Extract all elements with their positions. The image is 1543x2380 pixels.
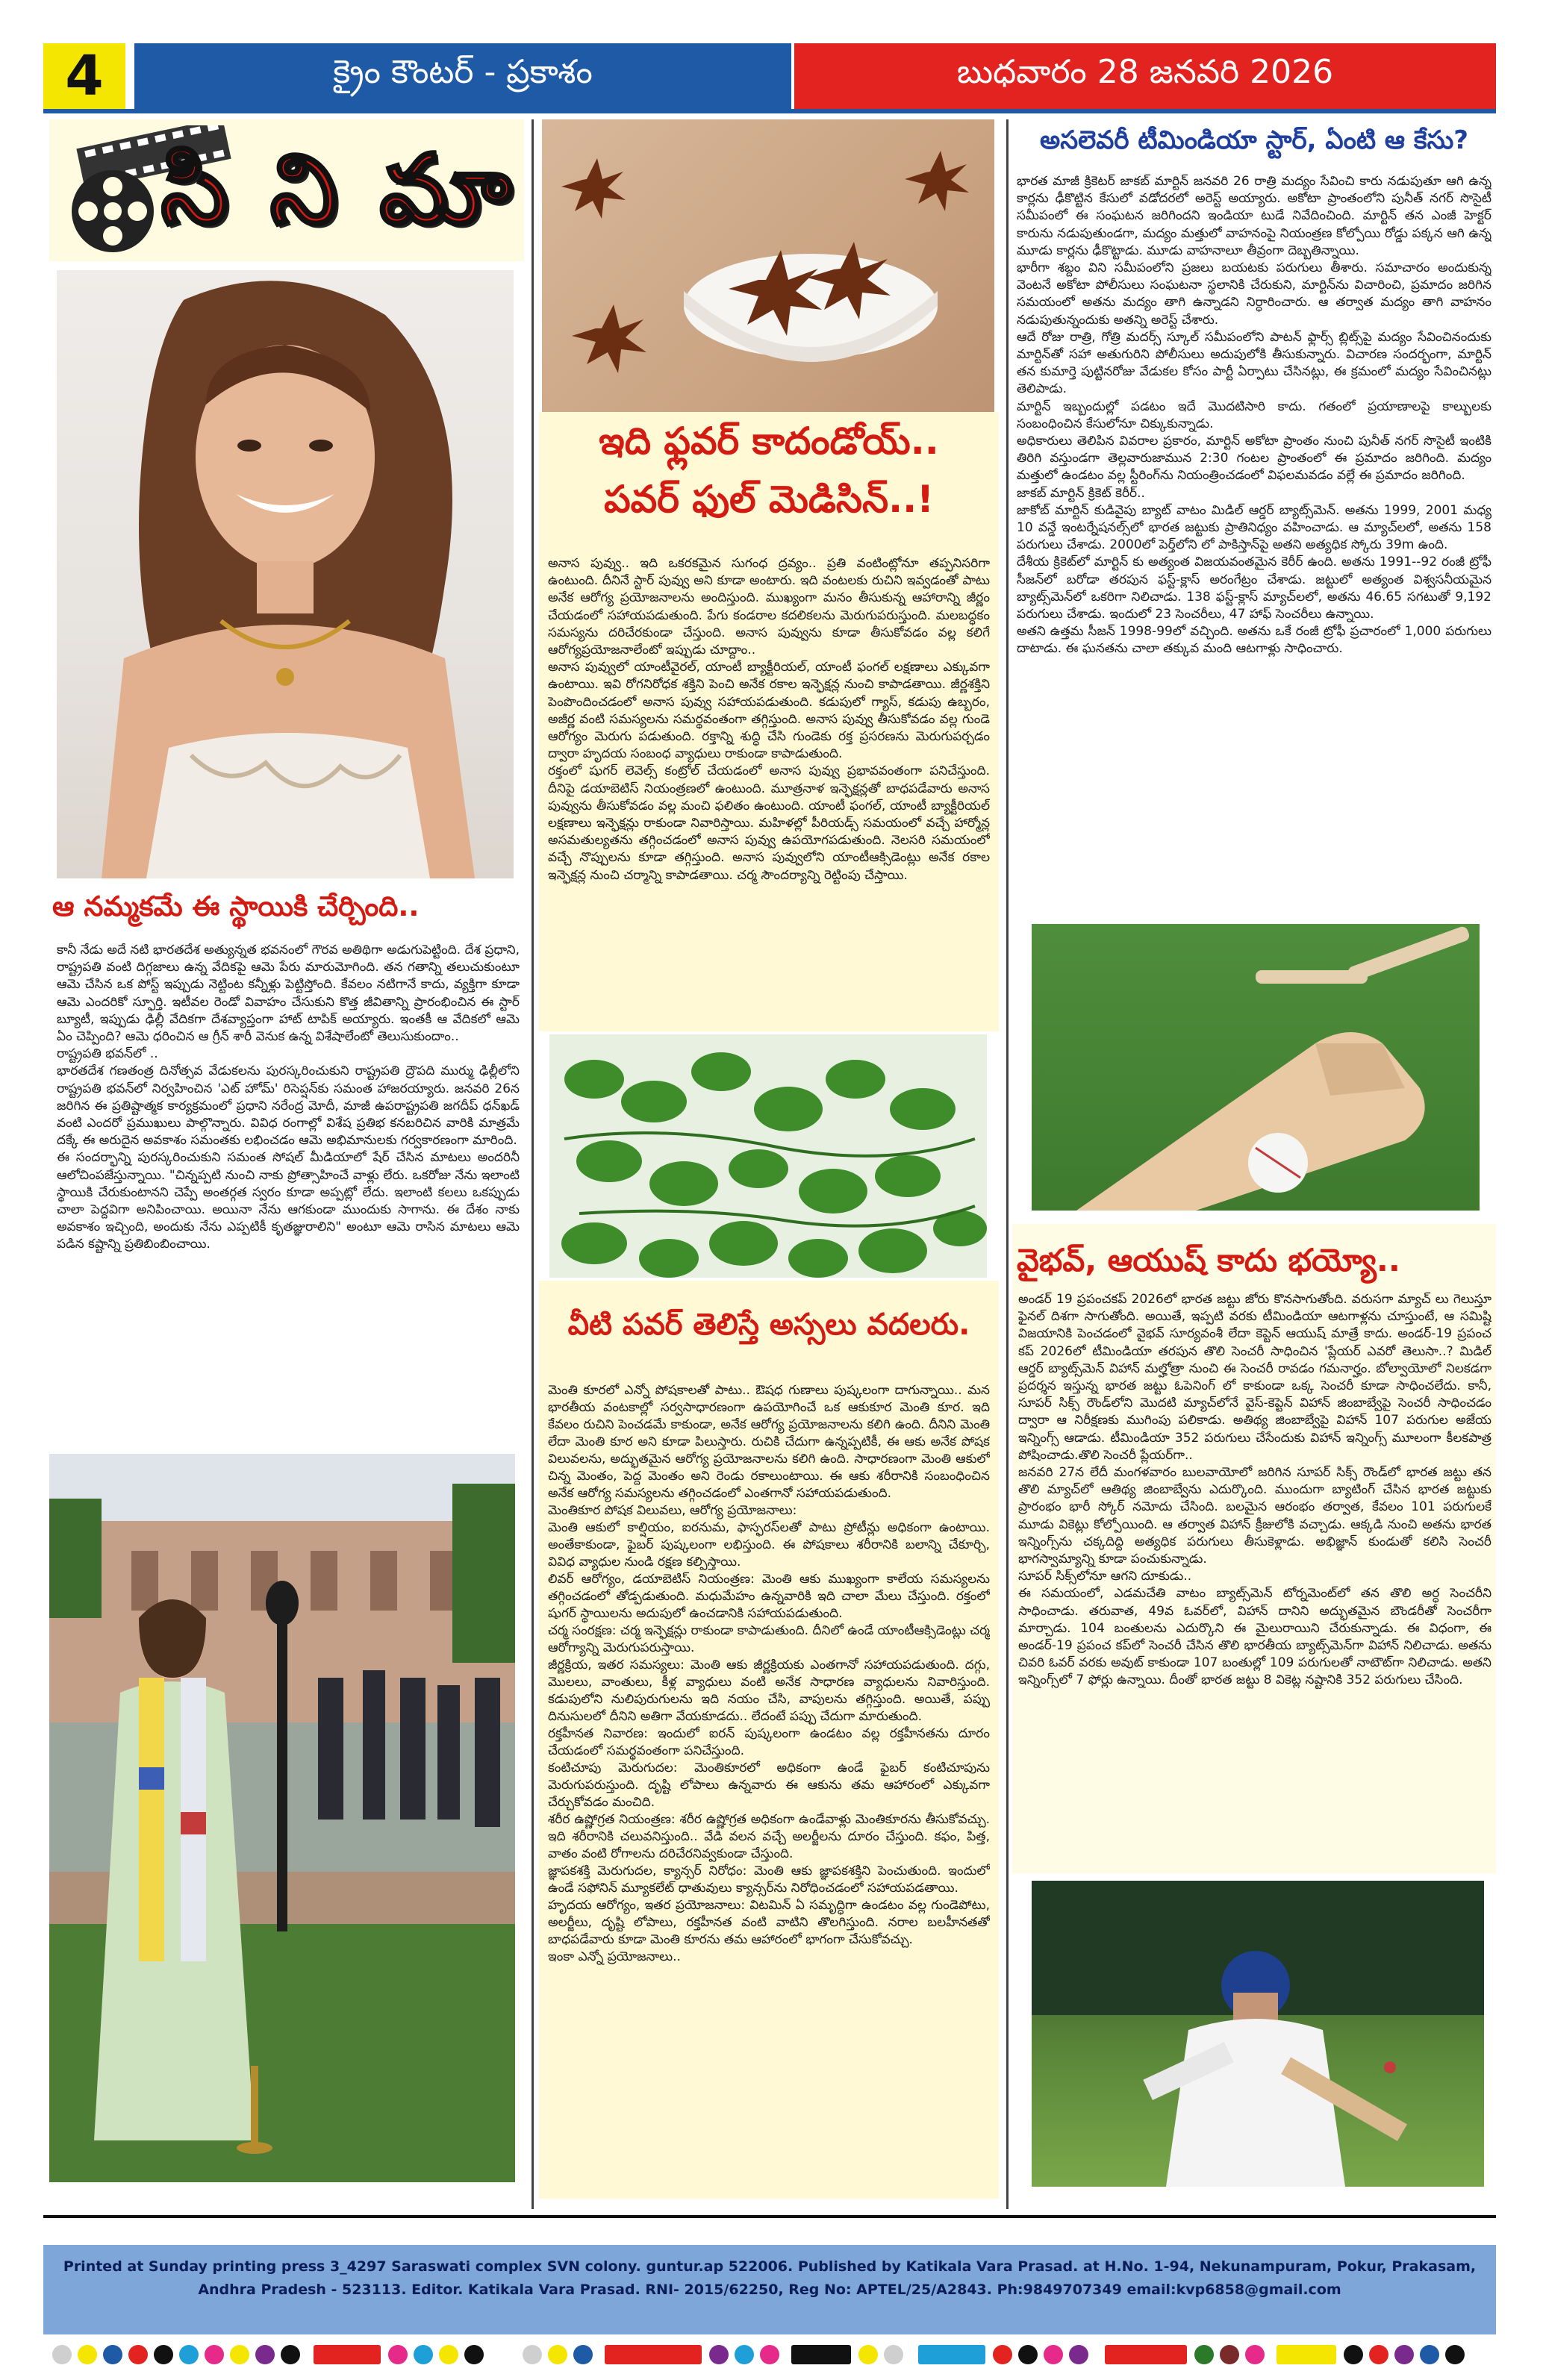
health-headline-line1: ఇది ఫ్లవర్ కాదండోయ్.. <box>599 419 939 463</box>
jacob-martin-article-body: భారత మాజీ క్రికెటర్ జాకబ్ మార్టిన్ జనవరి 26 రాత్రి మద్యం సేవించి కారు నడుపుతూ ఆగి ఉన్న కార్లను ఢీకొట్టిన కేసులో వడోదరలో అరెస్ట్ అయ్యారు. అకోటా ప్రాంతంలోని పునీత్ నగర్ సొసైటీ సమీపంలో ఈ సంఘటన జరిగిందని ఇండియా టుడే నివేదించింది. మార్టిన్ తన ఎంజీ హెక్టర్ కారును నడుపుతుండగా, మద్యం మత్తులో వాహనంపై నియంత్రణ కోల్పోయి రోడ్డు పక్కన ఆగి ఉన్న మూడు కార్లను ఢీకొట్టాడు. మూడు వాహనాలూ తీవ్రంగా దెబ్బతిన్నాయి. భారీగా శబ్దం విని సమీపంలోని ప్రజలు బయటకు పరుగులు తీశారు. సమాచారం అందుకున్న వెంటనే అకోటా పోలీసులు సంఘటనా స్థలానికి చేరుకుని, మార్టిన్‌ను విచారించి, ప్రమాదం జరిగిన సమయంలో అతను మద్యం తాగి ఉన్నాడని నిర్ధారించారు. ఆ తర్వాత మద్యం తాగి వాహనం నడుపుతున్నందుకు అతన్ని అరెస్ట్ చేశారు. ఆదే రోజు రాత్రి, గోత్రి మదర్స్ స్కూల్ సమీపంలోని పాటన్ ఫ్లార్స్ బ్లిట్స్‌పై మద్యం సేవించినందుకు మార్టిన్‌తో సహా అతుగురిని పోలీసులు అదుపులోకి తీసుకున్నారు. విచారణ సందర్భంగా, మార్టిన్ తన కుమార్తె పుట్టినరోజు వేడుకల కోసం పార్టీ ఏర్పాటు చేసినట్లు, ఈ క్రమంలో మద్యం సేవించినట్లు తెలిపాడు. మార్టిన్ ఇబ్బందుల్లో పడటం ఇదే మొదటిసారి కాదు. గతంలో ప్రయాణాలపై కాల్బులకు సంబంధించిన కేసులోనూ చిక్కుకున్నాడు. అధికారులు తెలిపిన వివరాల ప్రకారం, మార్టిన్ అకోటా ప్రాంతం నుంచి పునీత్ నగర్ సొసైటీ ఇంటికి తిరిగి వస్తుండగా తెల్లవారుజామున 2:30 గంటల ప్రాంతంలో ఈ ప్రమాదం జరిగింది. మద్యం మత్తులో ఉండటం వల్ల స్టీరింగ్‌ను నియంత్రించడంలో విఫలమవడం వల్లే ఈ ప్రమాదం జరిగింది. జాకబ్ మార్టిన్ క్రికెట్ కెరీర్.. జాకోబ్ మార్టిన్ కుడివైపు బ్యాట్ వాటం మిడిల్ ఆర్డర్ బ్యాట్స్‌మెన్. అతను 1999, 2001 మధ్య 10 వన్డే ఇంటర్నేషనల్స్‌లో భారత జట్టుకు ప్రాతినిధ్యం వహించాడు. ఆ మ్యాచ్‌లలో, అతను 158 పరుగులు చేశాడు. 2000లో పెర్త్‌లోని లో పాకిస్తాన్‌పై అతని అత్యధిక స్కోరు 39m ఉంది. దేశీయ క్రికెట్‌లో మార్టిన్ కు అత్యంత విజయవంతమైన కెరీర్ ఉంది. అతను 1991--92 రంజీ ట్రోఫీ సీజన్‌లో బరోడా తరపున ఫస్ట్-క్లాస్ అరంగేట్రం చేశాడు. జట్టులో అత్యంత విశ్వసనీయమైన బ్యాట్స్‌మెన్‌లో ఒకరిగా నిలిచాడు. 138 ఫస్ట్-క్లాస్ మ్యాచ్‌లలో, అతను 46.65 సగటుతో 9,192 పరుగులు చేశాడు. ఇందులో 23 సెంచరీలు, 47 హాఫ్ సెంచరీలు ఉన్నాయి. అతని ఉత్తమ సీజన్ 1998-99లో వచ్చింది. అతను ఒకే రంజీ ట్రోఫీ ప్రచారంలో 1,000 పరుగులు దాటాడు. ఈ ఘనతను చాలా తక్కువ మంది ఆటగాళ్లు సాధించారు. <box>1017 174 1491 657</box>
cinema-logo-text: సి ని మా <box>161 134 517 246</box>
publication-date: బుధవారం 28 జనవరి 2026 <box>794 43 1496 109</box>
u19-article-body: అండర్ 19 ప్రపంచకప్ 2026లో భారత జట్టు జోరు కొనసాగుతోంది. వరుసగా మ్యాచ్ లు గెలుస్తూ ఫైనల్ దిశగా సాగుతోంది. అయితే, ఇప్పటి వరకు టీమిండియా ఆటగాళ్లను చూస్తుంటే, ఆ సమిష్టి విజయానికి పెంచడంలో వైభవ్ సూర్యవంశీ లేదా కెప్టెన్ ఆయుష్ మాత్రే కాదు. అండర్-19 ప్రపంచ కప్ 2026లో టీమిండియా తరపున తొలి సెంచరీ సాధించిన 'ప్లేయర్ ఎవరో తెలుసా..? మిడిల్ ఆర్డర్ బ్యాట్స్‌మెన్ విహాన్ మల్హోత్రా నుంచి ఈ సెంచరీ రావడం గమనార్హం. బోల్వాయోలో నిలకడగా ప్రదర్శన ఇస్తున్న భారత జట్టు ఓపెనింగ్ లో కాకుండా ఒక్క సెంచరీ కూడా సాధించలేదు. కానీ, సూపర్ సిక్స్ రౌండ్‌లోని మొదటి మ్యాచ్‌లోనే వైస్-కెప్టెన్ విహాన్ జింబాబ్వేపై సెంచరీ సాధించడం ద్వారా ఆ నిరీక్షణకు ముగింపు పలికాడు. అతిథ్య జింబాబ్వేపై విహాన్ 107 పరుగుల అజేయ ఇన్నింగ్స్ ఆడాడు. టీమిండియా 352 పరుగులు చేసేందుకు విహాన్ ఇన్నింగ్స్ మూలంగా కీలకపాత్ర పోషించాడు.తొలి సెంచరీ ప్లేయర్‌గా.. జనవరి 27న లేదీ మంగళవారం బులవాయోలో జరిగిన సూపర్ సిక్స్ రౌండ్‌లో భారత జట్టు తన తొలి మ్యాచ్‌లో ఆతిథ్య జింబాబ్వేను ఎదుర్కొంది. ముందుగా బ్యాటింగ్ చేసిన భారత జట్టుకు ప్రారంభం భారీ స్కోర్ నమోదు చేసింది. బలమైన ఆరంభం తర్వాత, కేవలం 101 పరుగులకే మూడు వికెట్లు కోల్పోయింది. ఆ తర్వాత విహాన్ క్రీజులోకి వచ్చాడు. ఆక్కడి నుంచి అతను భారత ఇన్నింగ్స్‌ను చక్కదిద్ది అత్యధిక పరుగులు తీసుకెళ్లాడు. అభిజ్ఞాన్ కుండుతో కలిసి సెంచరీ భాగస్వామ్యాన్ని కూడా పంచుకున్నాడు. సూపర్ సిక్స్‌లోనూ ఆగని దూకుడు.. ఈ సమయంలో, ఎడమచేతి వాటం బ్యాట్స్‌మెన్ టోర్నమెంట్‌లో తన తొలి అర్ధ సెంచరీని సాధించాడు. తరువాత, 49వ ఓవర్‌లో, విహాన్ దానిని అద్భుతమైన బౌండరీతో సెంచరీగా మార్చాడు. 104 బంతులను ఎదుర్కొని ఈ మైలురాయిని చేరుకున్నాడు. ఈ విధంగా, ఈ అండర్-19 ప్రపంచ కప్‌లో సెంచరీ చేసిన తొలి భారతీయ బ్యాట్స్‌మెన్‌గా విహాన్ నిలిచాడు. అతను చివరి ఓవర్ వరకు అవుట్ కాకుండా 107 బంతుల్లో 109 పరుగులతో నాటౌట్‌గా నిలిచాడు. అతని ఇన్నింగ్స్‌లో 7 ఫోర్లు ఉన్నాయి. దీంతో భారత జట్టు 8 వికెట్ల నష్టానికి 352 పరుగులు చేసింది. <box>1018 1292 1491 1688</box>
section-title: క్రైం కౌంటర్ - ప్రకాశం <box>134 43 791 109</box>
actress-photo <box>57 270 514 878</box>
fenugreek-leaves-photo <box>549 1034 987 1278</box>
page-number: 4 <box>43 43 125 109</box>
sports-headline-case: అసలెవరీ టీమిండియా స్టార్, ఏంటి ఆ కేసు? <box>1040 125 1468 155</box>
footer-rule <box>43 2215 1496 2218</box>
column-divider <box>532 119 534 2209</box>
cinema-article-body: కానీ నేడు అదే నటి భారతదేశ అత్యున్నత భవనంలో గౌరవ అతిథిగా అడుగుపెట్టింది. దేశ ప్రధాని, రాష్ట్రపతి వంటి దిగ్గజాలు ఉన్న వేదికపై ఆమె పేరు మారుమోగింది. తన గతాన్ని తలుచుకుంటూ ఆమె చేసిన ఒక పోస్ట్ ఇప్పుడు నెట్టింట కన్నీళ్లు పెట్టిస్తోంది. కేవలం నటిగానే కాదు, వ్యక్తిగా కూడా ఆమె ఎందరికో స్ఫూర్తి. ఇటీవల రెండో వివాహం చేసుకుని కొత్త జీవితాన్ని ప్రారంభించిన ఈ స్టార్ బ్యూటీ, ఇప్పుడు ఢిల్లీ వేదికగా దేశవ్యాప్తంగా హాట్ టాపిక్ అయ్యారు. ఇంతకీ ఆ వేదికలో ఆమె ఏం చెప్పింది? ఆమె ధరించిన ఆ గ్రీన్ శారీ వెనుక ఉన్న విశేషాలేంటో తెలుసుకుందాం.. రాష్ట్రపతి భవన్‌లో .. భారతదేశ గణతంత్ర దినోత్సవ వేడుకలను పురస్కరించుకుని రాష్ట్రపతి ద్రౌపది ముర్ము ఢిల్లీలోని రాష్ట్రపతి భవన్‌లో నిర్వహించిన 'ఎట్ హోమ్' రిసెప్షన్‌కు సమంత హాజరయ్యారు. జనవరి 26న జరిగిన ఈ ప్రతిష్టాత్మక కార్యక్రమంలో ప్రధాని నరేంద్ర మోదీ, మాజీ ఉపరాష్ట్రపతి జగదీప్ ధన్‌ఖడ్ వంటి ఎందరో ప్రముఖులు పాల్గొన్నారు. వివిధ రంగాల్లో విశేష ప్రతిభ కనబరిచిన వారికి మాత్రమే దక్కే ఈ అరుదైన అవకాశం సమంతకు లభించడం ఆమె అభిమానులకు గర్వకారణంగా మారింది. ఈ సందర్భాన్ని పురస్కరించుకుని సమంత సోషల్ మీడియాలో షేర్ చేసిన మాటలు అందరినీ ఆలోచింపజేస్తున్నాయి. "చిన్నప్పటి నుంచి నాకు ప్రోత్సాహించే వాళ్లు లేరు. ఒకరోజు నేను ఇలాంటి స్థాయికి చేరుకుంటానని చెప్పే అంతర్గత స్వరం కూడా అప్పట్లో లేదు. ఇలాంటి కలలు ఒకప్పుడు చాలా పెద్దవిగా అనిపించాయి. అయినా నేను ఆగకుండా ముందుకు సాగాను. ఈ దేశం నాకు అవకాశం ఇచ్చింది, అందుకు నేను ఎప్పటికీ కృతజ్ఞురాలిని" అంటూ ఆమె రాసిన మాటలు ఆమె పడిన కష్టాన్ని ప్రతిబింబించాయి. <box>57 943 520 1252</box>
imprint-line: Printed at Sunday printing press 3_4297 Saraswati complex SVN colony. guntur.ap 522006. Published by Katikala Vara Prasad. at H.No. 1-94, Nekunampuram, Pokur, Prakasam, Andhra Pradesh - 523113. Editor. Katikala Vara Prasad. RNI- 2015/62250, Reg No: APTEL/25/A2843. Ph:9849707349 email:kvp6858@gmail.com <box>43 2245 1496 2334</box>
u19-headline: వైభవ్, ఆయుష్ కాదు భయ్యో.. <box>1017 1242 1400 1278</box>
cricket-bat-ball-photo <box>1032 924 1480 1211</box>
header-rule <box>43 109 1496 113</box>
health-headline-line2: పవర్ ఫుల్ మెడిసిన్..! <box>604 478 934 521</box>
batsman-photo <box>1032 1881 1484 2187</box>
star-anise-article-body: అనాస పువ్వు.. ఇది ఒకరకమైన సుగంధ ద్రవ్యం.. ప్రతి వంటింట్లోనూ తప్పనిసరిగా ఉంటుంది. దీనినే స్టార్ పువ్వు అని కూడా అంటారు. ఇది వంటలకు రుచిని ఇవ్వడంతో పాటు అనేక ఆరోగ్య ప్రయోజనాలను అందిస్తుంది. ముఖ్యంగా మనం తీసుకున్న ఆహారాన్ని జీర్ణం చేయడంలో సహాయపడుతుంది. పేగు కండరాల కదలికలను మెరుగుపరుస్తుంది. మలబద్ధకం సమస్యను దరిచేరకుండా చేస్తుంది. అనాస పువ్వును కూడా తీసుకోవడం వల్ల కలిగే ఆరోగ్యప్రయోజనాలేంటో ఇప్పుడు చూద్దాం.. అనాస పువ్వులో యాంటీవైరల్, యాంటీ బ్యాక్టీరియల్, యాంటీ ఫంగల్ లక్షణాలు ఎక్కువగా ఉంటాయి. ఇవి రోగనిరోధక శక్తిని పెంచి అనేక రకాల ఇన్ఫెక్షన్ల నుంచి కాపాడతాయి. జీర్ణశక్తిని పెంపొందించడంలో అనాస పువ్వు సహాయపడుతుంది. కడుపులో గ్యాస్, కడుపు ఉబ్బరం, అజీర్ణ వంటి సమస్యలను సమర్థవంతంగా తగ్గిస్తుంది. అనాస పువ్వు తీసుకోవడం వల్ల గుండె ఆరోగ్యం మెరుగు పడుతుంది. రక్తాన్ని శుద్ధి చేసి గుండెకు రక్త ప్రసరణను మెరుగుపర్చడం ద్వారా హృదయ సంబంధ వ్యాధులు రాకుండా కాపాడుతుంది. రక్తంలో షుగర్ లెవెల్స్ కంట్రోల్ చేయడంలో అనాస పువ్వు ప్రభావవంతంగా పనిచేస్తుంది. దీనిపై డయాబెటిస్ నియంత్రణలో ఉంటుంది. మూత్రనాళ ఇన్ఫెక్షన్లతో బాధపడేవారు అనాస పువ్వును తీసుకోవడం వల్ల మంచి ఫలితం ఉంటుంది. యాంటీ ఫంగల్, యాంటీ బ్యాక్టీరియల్ లక్షణాలు ఇన్ఫెక్షన్లు రాకుండా నివారిస్తాయి. మహిళల్లో పీరియడ్స్ సమయంలో వచ్చే హార్మోన్ల అసమతుల్యతను తగ్గించడంలో అనాస పువ్వు ఉపయోగపడుతుంది. నెలసరి సమయంలో వచ్చే నొప్పులను కూడా తగ్గిస్తుంది. అనాస పువ్వులోని యాంటీఆక్సిడెంట్లు అనేక రకాల ఇన్ఫెక్షన్ల నుంచి చర్మాన్ని కాపాడతాయి. చర్మ సౌందర్యాన్ని రెట్టింపు చేస్తాయి. <box>548 556 990 883</box>
star-anise-photo <box>542 119 994 412</box>
fenugreek-headline: వీటి పవర్ తెలిస్తే అస్సలు వదలరు. <box>567 1308 970 1342</box>
fenugreek-article-body: మెంతి కూరలో ఎన్నో పోషకాలతో పాటు.. ఔషధ గుణాలు పుష్కలంగా దాగున్నాయి.. మన భారతీయ వంటకాల్లో సర్వసాధారణంగా ఉపయోగించే ఒక ఆకుకూర మెంతి కూర. ఇది కేవలం రుచిని పెంచడమే కాకుండా, అనేక ఆరోగ్య ప్రయోజనాలను కలిగి ఉంది. దీనిని మెంతి లేదా మెంతి కూర అని కూడా పిలుస్తారు. రుచికి చేదుగా ఉన్నప్పటికీ, ఈ ఆకు అనేక పోషక విలువలను, అద్భుతమైన ఆరోగ్య ప్రయోజనాలను కలిగి ఉంది. సాధారణంగా మెంతి ఆకులో చిన్న మెంతం, పెద్ద మెంతం అని రెండు రకాలుంటాయి. ఈ ఆకు శరీరానికి సంబంధించిన అనేక ఆరోగ్య సమస్యలను తగ్గించడంలో ఎంతగానో సహాయపడుతుంది. మెంతికూర పోషక విలువలు, ఆరోగ్య ప్రయోజనాలు: మెంతి ఆకులో కాల్షియం, ఐరనుమ, ఫాస్ఫరస్‌లతో పాటు ప్రోటీన్లు అధికంగా ఉంటాయి. అంతేకాకుండా, ఫైబర్ పుష్కలంగా లభిస్తుంది. ఈ పోషకాలు శరీరానికి బలాన్ని చేకూర్చి, వివిధ వ్యాధుల నుండి రక్షణ కల్పిస్తాయి. లివర్ ఆరోగ్యం, డయాబెటిస్ నియంత్రణ: మెంతి ఆకు ముఖ్యంగా కాలేయ సమస్యలను తగ్గించడంలో తోడ్పడుతుంది. మధుమేహం ఉన్నవారికి ఇది చాలా మేలు చేస్తుంది. రక్తంలో షుగర్ స్థాయిలను అదుపులో ఉంచడానికి సహాయపడుతుంది. చర్మ సంరక్షణ: చర్మ ఇన్ఫెక్షన్లు రాకుండా కాపాడుతుంది. దీనిలో ఉండే యాంటీఆక్సిడెంట్లు చర్మ ఆరోగ్యాన్ని మెరుగుపరుస్తాయి. జీర్ణక్రియ, ఇతర సమస్యలు: మెంతి ఆకు జీర్ణక్రియకు ఎంతగానో సహాయపడుతుంది. దగ్గు, మొలలు, వాంతులు, కీళ్ల వ్యాధులు వంటి అనేక సాధారణ వ్యాధులను నివారిస్తుంది. కడుపులోని నులిపురుగులను ఇది నయం చేసి, వాపులను తగ్గిస్తుంది. అయితే, పప్పు దినుసులలో దీనిని అతిగా వేయకూడదు.. లేదంటే పప్పు చేదుగా మారుతుంది. రక్తహీనత నివారణ: ఇందులో ఐరన్ పుష్కలంగా ఉండటం వల్ల రక్తహీనతను దూరం చేయడంలో సమర్థవంతంగా పనిచేస్తుంది. కంటిచూపు మెరుగుదల: మెంతికూరలో అధికంగా ఉండే ఫైబర్ కంటిచూపును మెరుగుపరుస్తుంది. దృష్టి లోపాలు ఉన్నవారు ఈ ఆకును తమ ఆహారంలో ఎక్కువగా చేర్చుకోవడం మంచిది. శరీర ఉష్ణోగ్రత నియంత్రణ: శరీర ఉష్ణోగ్రత అధికంగా ఉండేవాళ్లు మెంతికూరను తీసుకోవచ్చు. ఇది శరీరానికి చలువనిస్తుంది.. వేడి వలన వచ్చే అలర్జీలను దూరం చేస్తుంది. కఫం, పిత్త, వాతం వంటి రోగాలను దరిచేరనివ్వకుండా చేస్తుంది. జ్ఞాపకశక్తి మెరుగుదల, క్యాన్సర్ నిరోధం: మెంతి ఆకు జ్ఞాపకశక్తిని పెంచుతుంది. ఇందులో ఉండే సఫోనిన్ మ్యూకలేట్ ధాతువులు క్యాన్సర్‌ను నిరోధించడంలో సహాయపడతాయి. హృదయ ఆరోగ్యం, ఇతర ప్రయోజనాలు: విటమిన్ ఏ సమృద్ధిగా ఉండటం వల్ల గుండెపోటు, అలర్జీలు, దృష్టి లోపాలు, రక్తహీనత వంటి వాటిని తొలగిస్తుంది. నరాల బలహీనతతో బాధపడేవారు కూడా మెంతి కూరను తమ ఆహారంలో భాగంగా చేసుకోవచ్చు. ఇంకా ఎన్నో ప్రయోజనాలు.. <box>548 1383 990 1964</box>
event-photo <box>49 1454 515 2182</box>
column-divider <box>1006 119 1009 2209</box>
cinema-logo-panel <box>49 119 524 261</box>
cinema-headline: ఆ నమ్మకమే ఈ స్థాయికి చేర్చింది.. <box>52 890 420 922</box>
